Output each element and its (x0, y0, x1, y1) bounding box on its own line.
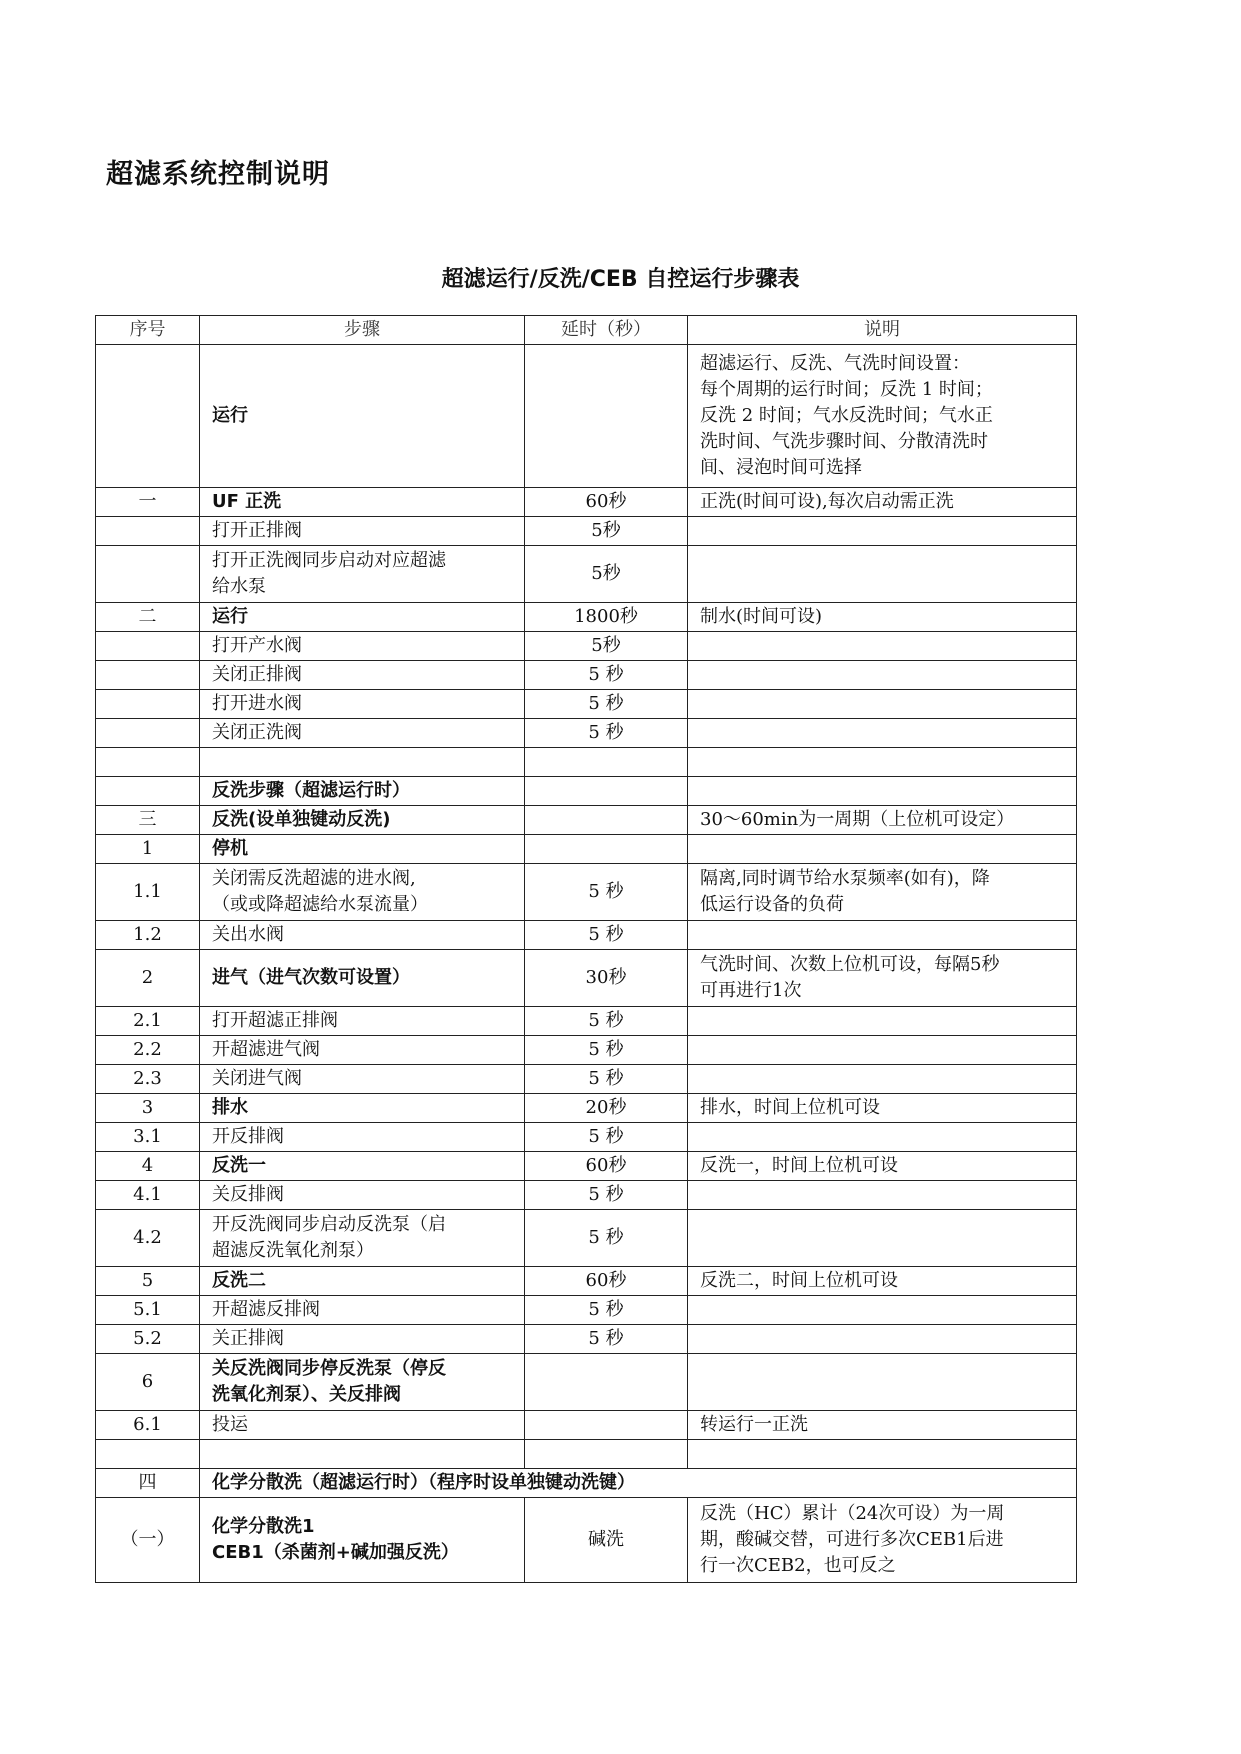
cell-desc: 反洗（HC）累计（24次可设）为一周 期，酸碱交替，可进行多次CEB1后进 行一次CEB2，也可反之 (688, 1498, 1077, 1583)
table-row (96, 1210, 1077, 1267)
cell-desc (688, 777, 1077, 806)
cell-num (96, 777, 200, 806)
cell-step: 开反洗阀同步启动反洗泵（启 超滤反洗氧化剂泵） (200, 1210, 525, 1267)
cell-num: 一 (96, 488, 200, 517)
cell-delay: 5 秒 (525, 661, 688, 690)
cell-desc: 排水，时间上位机可设 (688, 1094, 1077, 1123)
cell-num: 2.3 (96, 1065, 200, 1094)
cell-step: 关闭正排阀 (200, 661, 525, 690)
cell-delay: 60秒 (525, 488, 688, 517)
table-row (96, 1440, 1077, 1469)
cell-desc (688, 1210, 1077, 1267)
cell-num: 4 (96, 1152, 200, 1181)
cell-step (200, 748, 525, 777)
cell-desc (688, 1007, 1077, 1036)
cell-desc (688, 921, 1077, 950)
table-row (96, 1469, 1077, 1498)
cell-desc (688, 1123, 1077, 1152)
cell-delay (525, 748, 688, 777)
cell-num (96, 661, 200, 690)
table-row (96, 806, 1077, 835)
cell-num: 5 (96, 1267, 200, 1296)
cell-delay: 5 秒 (525, 719, 688, 748)
cell-step: 反洗二 (200, 1267, 525, 1296)
table-row (96, 603, 1077, 632)
header-cell-description: 说明 (688, 316, 1077, 345)
cell-delay: 5 秒 (525, 1007, 688, 1036)
cell-step: 运行 (200, 603, 525, 632)
table-row (96, 1152, 1077, 1181)
cell-desc: 反洗一，时间上位机可设 (688, 1152, 1077, 1181)
cell-desc (688, 1065, 1077, 1094)
table-row (96, 1267, 1077, 1296)
cell-step: 关出水阀 (200, 921, 525, 950)
cell-desc (688, 748, 1077, 777)
cell-desc: 超滤运行、反洗、气洗时间设置： 每个周期的运行时间；反洗 1 时间； 反洗 2 时间；气水反洗时间；气水正 洗时间、气洗步骤时间、分散清洗时 间、浸泡时间可选择 (688, 345, 1077, 488)
cell-step: 关闭正洗阀 (200, 719, 525, 748)
cell-desc (688, 1354, 1077, 1411)
cell-step: 运行 (200, 345, 525, 488)
cell-delay: 60秒 (525, 1152, 688, 1181)
cell-step (200, 1440, 525, 1469)
cell-num: 3.1 (96, 1123, 200, 1152)
cell-delay: 60秒 (525, 1267, 688, 1296)
cell-step: 停机 (200, 835, 525, 864)
cell-num: 4.1 (96, 1181, 200, 1210)
table-row (96, 488, 1077, 517)
cell-desc (688, 835, 1077, 864)
cell-num (96, 517, 200, 546)
cell-step: 开反排阀 (200, 1123, 525, 1152)
header-cell-number: 序号 (96, 316, 200, 345)
cell-num: 4.2 (96, 1210, 200, 1267)
cell-num (96, 345, 200, 488)
cell-delay: 5秒 (525, 517, 688, 546)
table-row (96, 1181, 1077, 1210)
cell-num: 6.1 (96, 1411, 200, 1440)
cell-desc: 隔离,同时调节给水泵频率(如有)，降 低运行设备的负荷 (688, 864, 1077, 921)
cell-step: 投运 (200, 1411, 525, 1440)
table-row (96, 748, 1077, 777)
table-row (96, 345, 1077, 488)
cell-num: 5.2 (96, 1325, 200, 1354)
cell-step: 打开超滤正排阀 (200, 1007, 525, 1036)
cell-num (96, 546, 200, 603)
cell-step: 反洗一 (200, 1152, 525, 1181)
table-row (96, 661, 1077, 690)
cell-desc (688, 719, 1077, 748)
cell-delay: 20秒 (525, 1094, 688, 1123)
cell-desc: 30～60min为一周期（上位机可设定） (688, 806, 1077, 835)
table-row (96, 1007, 1077, 1036)
cell-delay: 5 秒 (525, 1123, 688, 1152)
table-row (96, 1094, 1077, 1123)
table-row (96, 864, 1077, 921)
cell-desc (688, 1296, 1077, 1325)
cell-step: 反洗步骤（超滤运行时） (200, 777, 525, 806)
cell-num: （一） (96, 1498, 200, 1583)
cell-num: 1.1 (96, 864, 200, 921)
cell-num: 2.1 (96, 1007, 200, 1036)
cell-step: 进气（进气次数可设置） (200, 950, 525, 1007)
cell-num: 6 (96, 1354, 200, 1411)
cell-delay: 5 秒 (525, 1036, 688, 1065)
table-header-row (96, 316, 1077, 345)
cell-delay: 5秒 (525, 632, 688, 661)
cell-num: 二 (96, 603, 200, 632)
table-title: 超滤运行/反洗/CEB 自控运行步骤表 (441, 267, 800, 292)
cell-step: 化学分散洗1 CEB1（杀菌剂+碱加强反洗） (200, 1498, 525, 1583)
cell-delay: 5 秒 (525, 1065, 688, 1094)
cell-delay: 1800秒 (525, 603, 688, 632)
cell-desc (688, 661, 1077, 690)
cell-delay: 5 秒 (525, 1296, 688, 1325)
cell-desc (688, 517, 1077, 546)
table-row (96, 777, 1077, 806)
cell-desc (688, 1181, 1077, 1210)
cell-delay (525, 806, 688, 835)
header-cell-delay: 延时（秒） (525, 316, 688, 345)
cell-step: 关闭进气阀 (200, 1065, 525, 1094)
cell-delay: 5 秒 (525, 1210, 688, 1267)
cell-delay (525, 1440, 688, 1469)
cell-delay: 5 秒 (525, 1325, 688, 1354)
document-title: 超滤系统控制说明 (106, 159, 330, 190)
cell-num (96, 748, 200, 777)
cell-num: 3 (96, 1094, 200, 1123)
cell-step: 关正排阀 (200, 1325, 525, 1354)
cell-desc: 转运行一正洗 (688, 1411, 1077, 1440)
cell-num (96, 690, 200, 719)
cell-desc (688, 1325, 1077, 1354)
table-row (96, 632, 1077, 661)
cell-delay (525, 1354, 688, 1411)
cell-step: 开超滤进气阀 (200, 1036, 525, 1065)
table-row (96, 835, 1077, 864)
table-row (96, 719, 1077, 748)
cell-desc: 正洗(时间可设),每次启动需正洗 (688, 488, 1077, 517)
cell-delay: 5 秒 (525, 921, 688, 950)
cell-delay: 5 秒 (525, 864, 688, 921)
table-row (96, 1065, 1077, 1094)
cell-desc: 制水(时间可设) (688, 603, 1077, 632)
cell-step: 化学分散洗（超滤运行时）（程序时设单独键动洗键） (200, 1469, 1077, 1498)
cell-desc (688, 1440, 1077, 1469)
cell-desc (688, 632, 1077, 661)
cell-num: 1.2 (96, 921, 200, 950)
cell-num: 2.2 (96, 1036, 200, 1065)
steps-table (95, 315, 1077, 1583)
header-cell-step: 步骤 (200, 316, 525, 345)
cell-delay (525, 777, 688, 806)
cell-delay: 碱洗 (525, 1498, 688, 1583)
cell-num (96, 1440, 200, 1469)
table-row (96, 921, 1077, 950)
cell-delay (525, 835, 688, 864)
cell-step: 打开产水阀 (200, 632, 525, 661)
table-row (96, 690, 1077, 719)
cell-desc (688, 546, 1077, 603)
cell-desc (688, 1036, 1077, 1065)
cell-desc: 气洗时间、次数上位机可设，每隔5秒 可再进行1次 (688, 950, 1077, 1007)
cell-delay (525, 1411, 688, 1440)
table-row (96, 1123, 1077, 1152)
cell-step: 开超滤反排阀 (200, 1296, 525, 1325)
cell-num: 四 (96, 1469, 200, 1498)
cell-num: 1 (96, 835, 200, 864)
cell-num: 5.1 (96, 1296, 200, 1325)
cell-desc: 反洗二，时间上位机可设 (688, 1267, 1077, 1296)
table-row (96, 1498, 1077, 1583)
cell-num: 三 (96, 806, 200, 835)
table-row (96, 1325, 1077, 1354)
cell-num (96, 632, 200, 661)
cell-num (96, 719, 200, 748)
cell-step: 关反排阀 (200, 1181, 525, 1210)
table-row (96, 1296, 1077, 1325)
cell-num: 2 (96, 950, 200, 1007)
table-row (96, 1036, 1077, 1065)
table-row (96, 1411, 1077, 1440)
cell-delay: 5 秒 (525, 1181, 688, 1210)
cell-step: 关反洗阀同步停反洗泵（停反 洗氧化剂泵）、关反排阀 (200, 1354, 525, 1411)
cell-delay (525, 345, 688, 488)
cell-delay: 5秒 (525, 546, 688, 603)
cell-step: 关闭需反洗超滤的进水阀, （或或降超滤给水泵流量） (200, 864, 525, 921)
cell-step: 反洗(设单独键动反洗) (200, 806, 525, 835)
cell-step: 打开正洗阀同步启动对应超滤 给水泵 (200, 546, 525, 603)
cell-delay: 5 秒 (525, 690, 688, 719)
table-row (96, 1354, 1077, 1411)
table-row (96, 517, 1077, 546)
cell-step: 打开进水阀 (200, 690, 525, 719)
cell-step: 打开正排阀 (200, 517, 525, 546)
table-row (96, 546, 1077, 603)
cell-step: UF 正洗 (200, 488, 525, 517)
cell-desc (688, 690, 1077, 719)
cell-delay: 30秒 (525, 950, 688, 1007)
table-row (96, 950, 1077, 1007)
cell-step: 排水 (200, 1094, 525, 1123)
